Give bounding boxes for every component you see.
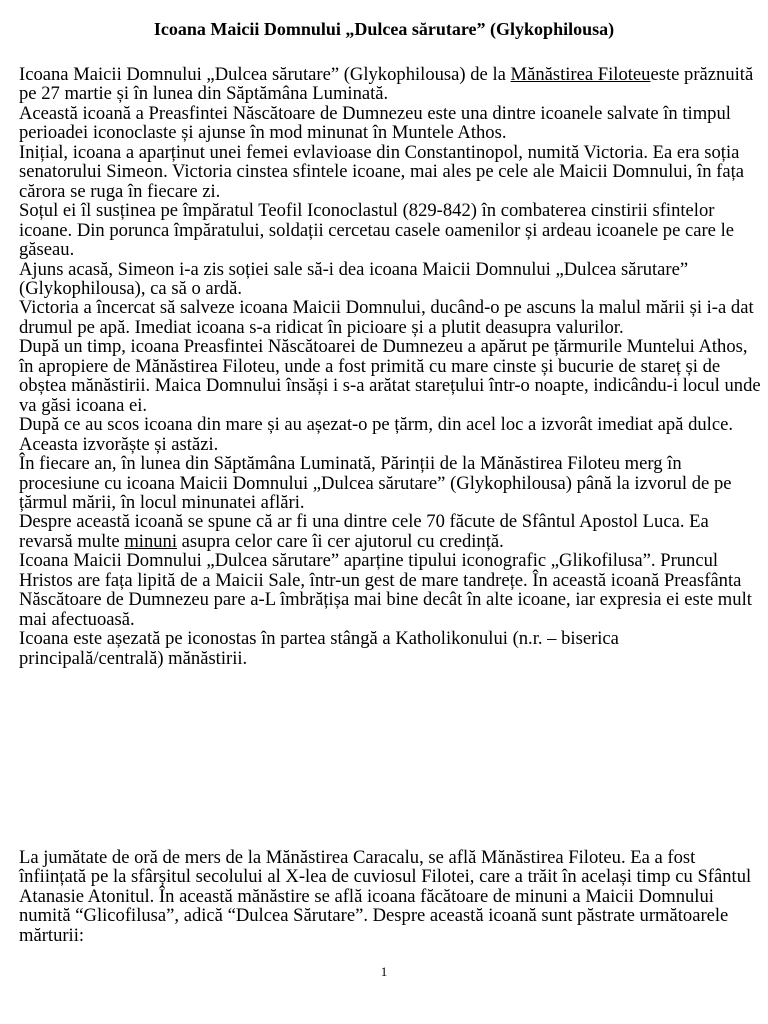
paragraph-text: asupra celor care îi cer ajutorul cu credință. <box>177 530 504 552</box>
paragraph-monastery-history: La jumătate de oră de mers de la Mănăstirea Caracalu, se află Mănăstirea Filoteu. Ea a fost înființată pe la sfârșitul secolului al X-lea de cuviosul Filotei, care a trăit în același timp cu Sfântul Atanasie Atonitul. În această mănăstire se află icoana făcătoare de minuni a Maicii Domnului numită “Glicofilusa”, adică “Dulcea Sărutare”. Despre această icoană sunt păstrate următoarele mărturii: <box>19 847 752 946</box>
paragraph-burn-order: Ajuns acasă, Simeon i-a zis soției sale să-i dea icoana Maicii Domnului „Dulcea sărutare” (Glykophilousa), ca să o ardă. <box>19 258 689 299</box>
document-title: Icoana Maicii Domnului „Dulcea sărutare” (Glykophilousa) <box>153 19 615 39</box>
paragraph-text: este prăznuită pe 27 martie și în lunea din Săptămâna Luminată. <box>19 64 754 105</box>
link-minuni[interactable]: minuni <box>124 530 178 552</box>
paragraph-procession: În fiecare an, în lunea din Săptămâna Luminată, Părinții de la Mănăstirea Filoteu merg în procesiune cu icoana Maicii Domnului „Dulcea sărutare” (Glykophilousa) până la izvorul de pe țărmul mării, în locul minunatei aflări. <box>19 453 732 513</box>
link-manastirea-filoteu[interactable]: Mănăstirea Filoteu <box>510 64 651 85</box>
paragraph-spring: După ce au scos icoana din mare și au așezat-o pe țărm, din acel loc a izvorât imediat apă dulce. Aceasta izvorăște și astăzi. <box>19 414 733 455</box>
document-body <box>19 65 761 668</box>
paragraph-athos-arrival: După un timp, icoana Preasfintei Născătoarei de Dumnezeu a apărut pe țărmurile Muntelui Athos, în apropiere de Mănăstirea Filoteu, unde a fost primită cu mare cinste și bucurie de stareț și de obștea mănăstirii. Maica Domnului însăși i s-a arătat starețului într-o noapte, indicându-i locul unde va găsi icoana ei. <box>19 336 761 416</box>
paragraph-victoria: Inițial, icoana a aparținut unei femei evlavioase din Constantinopol, numită Victoria. Ea era soția senatorului Simeon. Victoria cinstea sfintele icoane, mai ales pe cele ale Maicii Domnului, în fața cărora se ruga în fiecare zi. <box>19 141 745 202</box>
paragraph-text: Icoana Maicii Domnului „Dulcea sărutare” (Glykophilousa) de la <box>19 64 511 85</box>
paragraph-apostle-luke <box>19 512 761 551</box>
paragraph-sea: Victoria a încercat să salveze icoana Maicii Domnului, ducând-o pe ascuns la malul mării și i-a dat drumul pe apă. Imediat icoana s-a ridicat în picioare și a plutit deasupra valurilor. <box>19 297 754 338</box>
paragraph-iconographic-type: Icoana Maicii Domnului „Dulcea sărutare” aparține tipului iconografic „Glikofilusa”. Pruncul Hristos are fața lipită de a Maicii Sale, într-un gest de mare tandrețe. În această icoană Preasfânta Născătoare de Dumnezeu pare a-L îmbrățișa mai bine decât în alte icoane, iar expresia ei este mult mai afectuoasă. <box>19 550 752 630</box>
paragraph-iconostasis: Icoana este așezată pe iconostas în partea stângă a Katholikonului (n.r. – biserica principală/centrală) mănăstirii. <box>19 628 619 669</box>
paragraph-iconoclasm: Această icoană a Preasfintei Născătoare de Dumnezeu este una dintre icoanele salvate în timpul perioadei iconoclaste și ajunse în mod minunat în Muntele Athos. <box>19 102 731 144</box>
paragraph-text: Despre această icoană se spune că ar fi una dintre cele 70 făcute de Sfântul Apostol Luca. Ea revarsă multe <box>19 511 709 552</box>
paragraph-feast-day <box>19 65 761 104</box>
page-number: 1 <box>380 964 388 979</box>
paragraph-simeon: Soțul ei îl susținea pe împăratul Teofil Iconoclastul (829-842) în combaterea cinstirii sfintelor icoane. Din porunca împăratului, soldații cercetau casele oamenilor și ardeau icoanele pe care le găseau. <box>19 200 734 261</box>
